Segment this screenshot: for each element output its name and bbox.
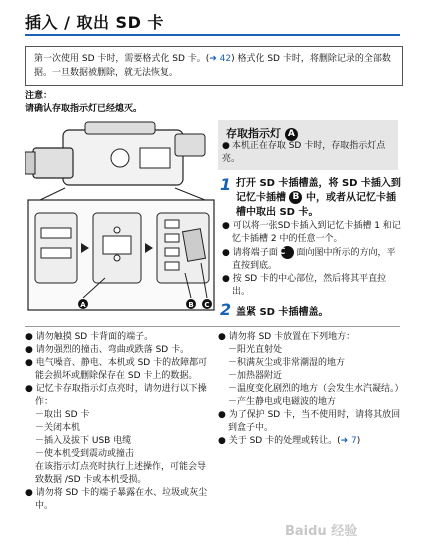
step1-text-a: 打开 SD 卡插槽盖，将 SD 卡插入到记忆卡插槽 [236,178,401,204]
sub-item: －积满灰尘或非常潮湿的地方 [228,358,346,368]
note-label: 注意： [25,91,53,101]
reference-link[interactable]: ➜ 7 [340,436,357,446]
indicator-bullet-text: 本机正在存取 SD 卡时，存取指示灯点亮。 [222,141,386,164]
list-item: ● 记忆卡存取指示灯点亮时，请勿进行以下操作： [25,384,207,407]
list-item: ● 请勿强烈的撞击、弯曲或跌落 SD 卡。 [25,345,190,355]
list-item: ● 按 SD 卡的中心部位，然后将其平直拉出。 [222,274,387,297]
camera-label-a: A [80,301,86,309]
sub-item: －温度变化剧烈的地方（会发生水汽凝结。） [228,384,404,394]
indicator-title-text: 存取指示灯 [226,127,281,140]
indicator-badge: A [285,128,298,141]
step1-badge-c: C [281,246,294,259]
notice-text-before: 第一次使用 SD 卡时，需要格式化 SD 卡。( [34,54,210,64]
step1-badge-b: B [289,191,302,204]
list-item: ● 请勿将 SD 卡的端子暴露在水、垃圾或灰尘中。 [25,488,208,511]
bullet-icon: ● [25,488,36,498]
step1-text-b: 中，或者从记忆卡插槽中取出 SD 卡。 [236,192,396,218]
notice-link[interactable]: ➜ 42 [209,54,232,64]
camera-label-c: C [204,301,210,309]
note-text: 请确认存取指示灯已经熄灭。 [25,104,143,114]
title-rule [25,34,400,36]
list-item: ● 请将端子面 C 面向图中所示的方向，平直按到底。 [222,247,396,271]
watermark: Baidu 经验 [285,524,358,539]
list-item: ● 电气噪音、静电、本机或 SD 卡的故障都可能会损坏或删除保存在 SD 卡上的数据。 [25,358,208,381]
sub-item: －加热器附近 [228,371,283,381]
bullet-icon: ● [222,141,230,151]
section-divider [25,326,400,327]
sub-item: －取出 SD 卡 [35,410,90,420]
bullet-icon: ● [25,384,36,394]
list-item: ● 请勿触摸 SD 卡背面的端子。 [25,332,154,342]
indicator-bullet [222,140,398,166]
list-item: ● 请勿将 SD 卡放置在下列地方： [218,332,356,342]
page-title: 插入 / 取出 SD 卡 [25,13,164,32]
bullet-icon: ● [25,358,36,368]
bullet-icon: ● [222,248,233,258]
bullet-icon: ● [222,274,233,284]
sub-item: －关闭本机 [35,423,81,433]
bullet-icon: ● [25,345,36,355]
indicator-title [226,125,298,141]
step1-text [236,177,401,220]
list-item: ● 可以将一张SD卡插入到记忆卡插槽 1 和记忆卡插槽 2 中的任意一个。 [222,221,401,244]
list-item: ● 为了保护 SD 卡，当不使用时，请将其放回到盒子中。 [218,410,401,433]
sub-item: －产生静电或电磁波的地方 [228,397,337,407]
right-column [218,331,403,448]
camera-label-b: B [188,301,194,309]
bullet-icon: ● [218,410,229,420]
step1-number: 1 [220,175,232,194]
bullet-icon: ● [218,332,229,342]
notice-text-after: ) 格式化 SD 卡时，将删除记录的全部数据。一旦数据被删除，就无法恢复。 [34,54,391,78]
bullet-icon: ● [25,332,36,342]
bullet-icon: ● [218,436,229,446]
format-notice [25,46,403,86]
camera-illustration [25,118,217,323]
bullet-icon: ● [222,221,233,231]
step2-text: 盖紧 SD 卡插槽盖。 [236,307,329,318]
sub-item: －使本机受到震动或撞击 [35,449,135,459]
step1-bullets [222,220,402,299]
step2-number: 2 [220,300,232,319]
list-item: ● 关于 SD 卡的处理或转让。(➜ 7) [218,436,361,446]
sub-item: －插入及拔下 USB 电缆 [35,436,132,446]
sub-item: －阳光直射处 [228,345,283,355]
left-column [25,331,210,513]
warning-text: 在该指示灯点亮时执行上述操作，可能会导致数据 /SD 卡或本机受损。 [35,462,207,485]
